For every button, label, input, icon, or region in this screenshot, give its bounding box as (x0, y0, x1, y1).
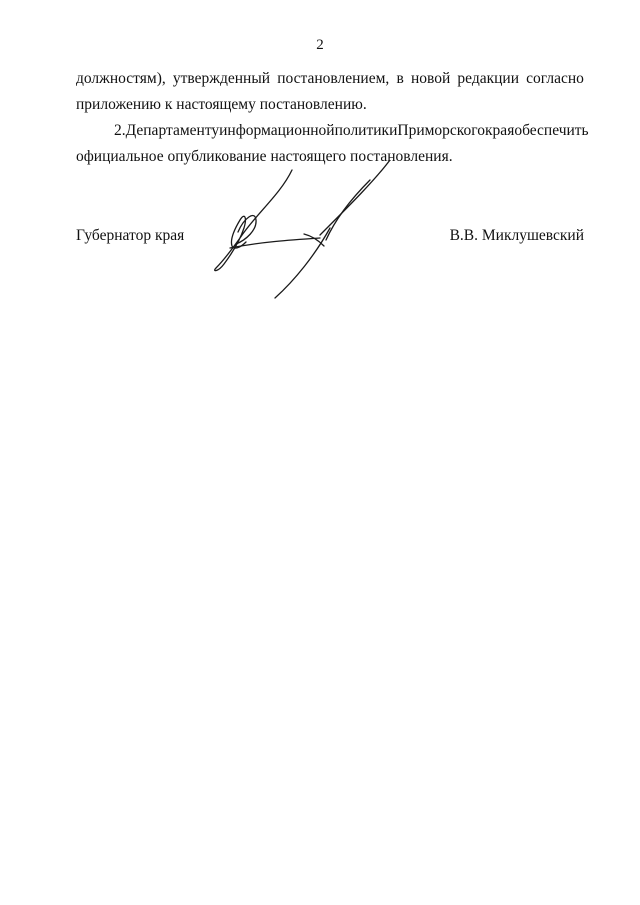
signature-svg (200, 160, 400, 305)
word: постановлением, (277, 70, 390, 87)
word: края (485, 122, 515, 139)
signer-name: В.В. Миклушевский (449, 227, 584, 244)
handwritten-signature-icon (200, 160, 400, 305)
word: Департаменту (125, 122, 220, 139)
paragraph-2-line-2: официальное опубликование настоящего постановления. (76, 148, 453, 165)
word: редакции (457, 70, 520, 87)
word: 2. (114, 122, 126, 139)
paragraph-1 (76, 66, 584, 118)
signature-stroke (320, 160, 390, 235)
page-number: 2 (316, 37, 324, 53)
signature-stroke (215, 170, 292, 271)
paragraph-1-line-2: приложению к настоящему постановлению. (76, 96, 367, 113)
signature-stroke (326, 180, 370, 240)
word: обеспечить (514, 122, 589, 139)
word: согласно (526, 70, 584, 87)
word: утвержденный (172, 70, 271, 87)
paragraph-2-line-1 (76, 118, 589, 144)
word: политики (334, 122, 398, 139)
signature-stroke (275, 228, 330, 298)
signer-title: Губернатор края (76, 227, 185, 244)
word: информационной (219, 122, 335, 139)
word: новой (410, 70, 451, 87)
word: в (396, 70, 404, 87)
word: Приморского (397, 122, 486, 139)
word: должностям), (76, 70, 166, 87)
paragraph-1-line-1 (76, 66, 584, 92)
